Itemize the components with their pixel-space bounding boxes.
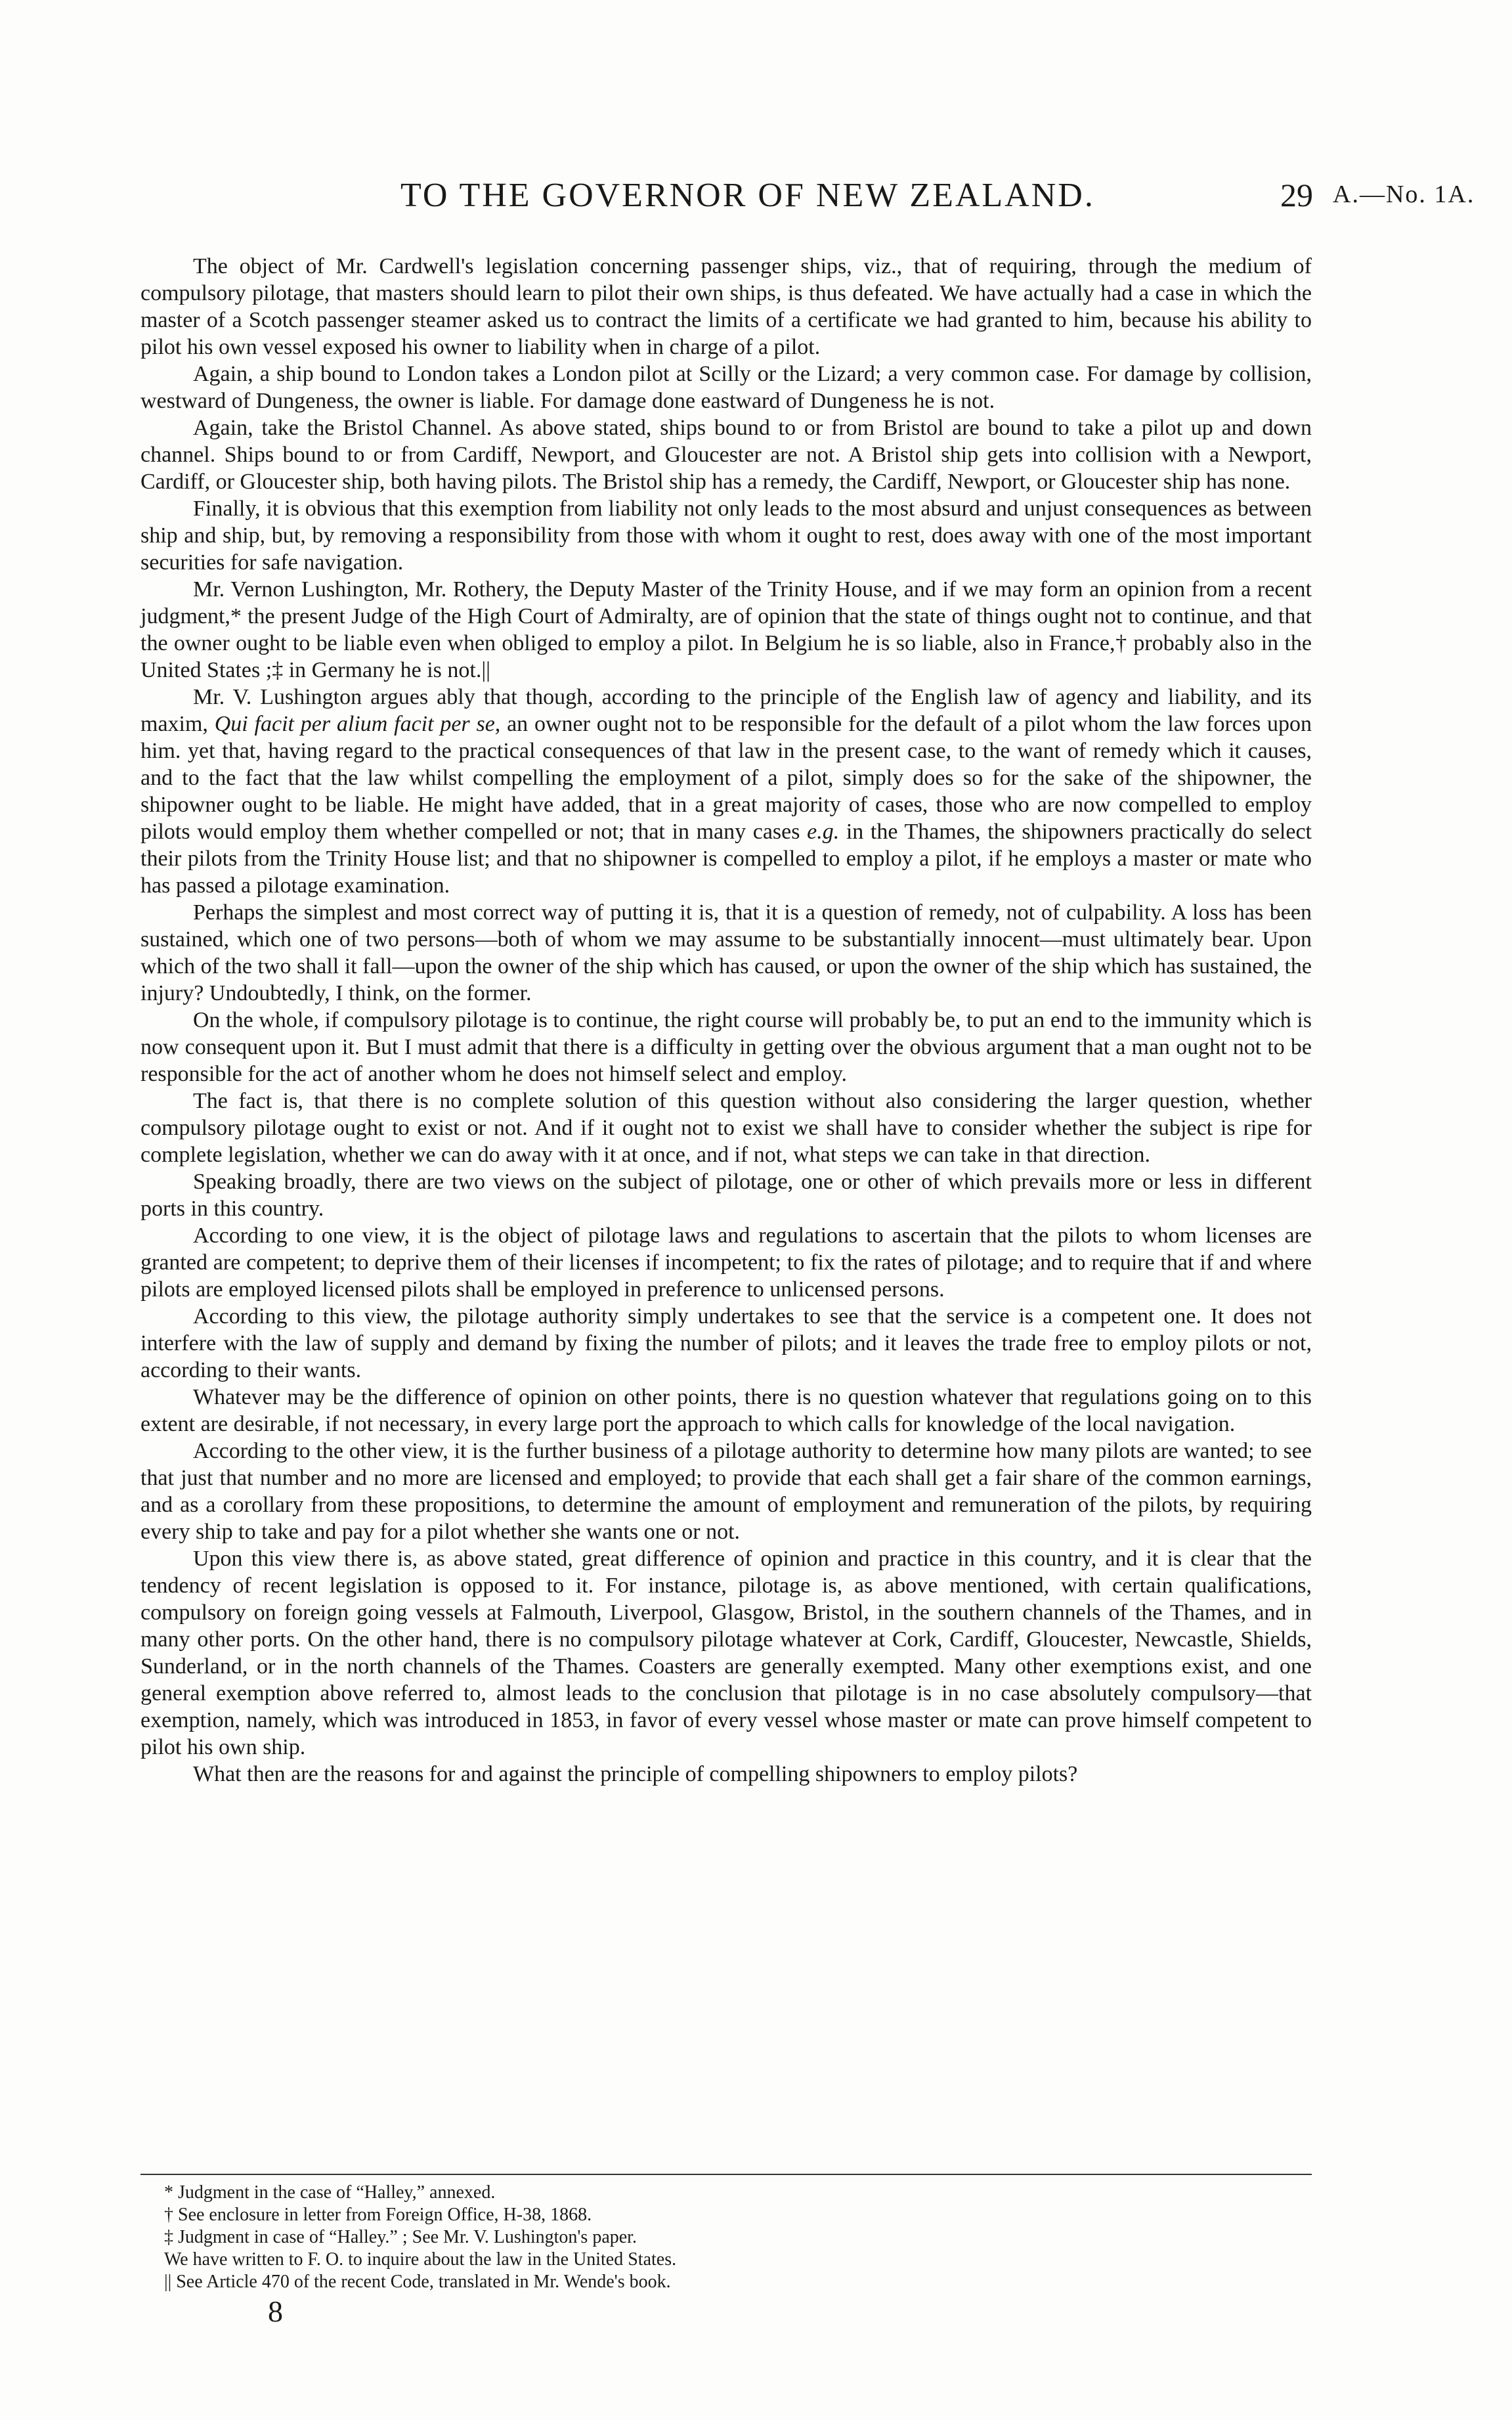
footnote: * Judgment in the case of “Halley,” annexed.: [164, 2182, 496, 2203]
abbreviation-eg: e.g.: [807, 820, 840, 844]
paragraph: Again, a ship bound to London takes a London pilot at Scilly or the Lizard; a very common case. For damage by collision, westward of Dungeness, the owner is liable. For damage done eastward of Dungeness he is not.: [140, 362, 1312, 413]
footnotes: [164, 2182, 1280, 2293]
text-run: in the Thames, the shipowners practically do select their pilots from the Trinity House list; and that no shipowner is compelled to employ a pilot, if he employs a master or mate who has passed a pilotage examination.: [140, 820, 1312, 898]
paper-reference: A.—No. 1A.: [1333, 181, 1475, 208]
footnote-rule: [140, 2174, 1312, 2175]
paragraph: Mr. Vernon Lushington, Mr. Rothery, the Deputy Master of the Trinity House, and if we may form an opinion from a recent judgment,* the present Judge of the High Court of Admiralty, are of opinion that the state of things ought not to continue, and that the owner ought to be liable even when obliged to employ a pilot. In Belgium he is so liable, also in France,† probably also in the United States ;‡ in Germany he is not.||: [140, 577, 1312, 682]
paragraph: Whatever may be the difference of opinion on other points, there is no question whatever that regulations going on to this extent are desirable, if not necessary, in every large port the approach to which calls for knowledge of the local navigation.: [140, 1385, 1312, 1436]
paragraph: The fact is, that there is no complete solution of this question without also considering the larger question, whether compulsory pilotage ought to exist or not. And if it ought not to exist we shall have to consider whether the subject is ripe for complete legislation, whether we can do away with it at once, and if not, what steps we can take in that direction.: [140, 1089, 1312, 1167]
signature-mark: 8: [268, 2295, 283, 2328]
paragraph: According to the other view, it is the further business of a pilotage authority to determine how many pilots are wanted; to see that just that number and no more are licensed and employed; to provide that each shall get a fair share of the common earnings, and as a corollary from these propositions, to determine the amount of employment and remuneration of the pilots, by requiring every ship to take and pay for a pilot whether she wants one or not.: [140, 1439, 1312, 1544]
paragraph: On the whole, if compulsory pilotage is to continue, the right course will probably be, to put an end to the immunity which is now consequent upon it. But I must admit that there is a difficulty in getting over the obvious argument that a man ought not to be responsible for the act of another whom he does not himself select and employ.: [140, 1008, 1312, 1086]
footnote: † See enclosure in letter from Foreign Office, H-38, 1868.: [164, 2205, 592, 2225]
page-number: 29: [1280, 177, 1313, 213]
paragraph: Perhaps the simplest and most correct way of putting it is, that it is a question of remedy, not of culpability. A loss has been sustained, which one of two persons—both of whom we may assume to be substantially innocent—must ultimately bear. Upon which of the two shall it fall—upon the owner of the ship which has caused, or upon the owner of the ship which has sustained, the injury? Undoubtedly, I think, on the former.: [140, 900, 1312, 1005]
paragraph: Again, take the Bristol Channel. As above stated, ships bound to or from Bristol are bound to take a pilot up and down channel. Ships bound to or from Cardiff, Newport, and Gloucester are not. A Bristol ship gets into collision with a Newport, Cardiff, or Gloucester ship, both having pilots. The Bristol ship has a remedy, the Cardiff, Newport, or Gloucester ship has none.: [140, 416, 1312, 494]
paragraph: Speaking broadly, there are two views on the subject of pilotage, one or other of which prevails more or less in different ports in this country.: [140, 1170, 1312, 1221]
paragraph: According to one view, it is the object of pilotage laws and regulations to ascertain that the pilots to whom licenses are granted are competent; to deprive them of their licenses if incompetent; to fix the rates of pilotage; and to require that if and where pilots are employed licensed pilots shall be employed in preference to unlicensed persons.: [140, 1223, 1312, 1302]
paragraph: Upon this view there is, as above stated, great difference of opinion and practice in this country, and it is clear that the tendency of recent legislation is opposed to it. For instance, pilotage is, as above mentioned, with certain qualifications, compulsory on foreign going vessels at Falmouth, Liverpool, Glasgow, Bristol, in the southern channels of the Thames, and in many other ports. On the other hand, there is no compulsory pilotage whatever at Cork, Cardiff, Gloucester, Newcastle, Shields, Sunderland, or in the north channels of the Thames. Coasters are generally exempted. Many other exemptions exist, and one general exemption above referred to, almost leads to the conclusion that pilotage is in no case absolutely compulsory—that exemption, namely, which was introduced in 1853, in favor of every vessel whose master or mate can prove himself competent to pilot his own ship.: [140, 1547, 1312, 1759]
text-run: Mr. V. Lushington argues ably that though, according to the principle of the English law of agency and liability, and its maxim,: [140, 685, 1312, 736]
latin-maxim: Qui facit per alium facit per se,: [214, 712, 501, 736]
footnote: We have written to F. O. to inquire about the law in the United States.: [164, 2249, 677, 2270]
text-run: an owner ought not to be responsible for the default of a pilot whom the law forces upon him. yet that, having regard to the practical consequences of that law in the present case, to the want of remedy which it causes, and to the fact that the law whilst compelling the employment of a pilot, simply does so for the sake of the shipowner, the shipowner ought to be liable. He might have added, that in a great majority of cases, those who are now compelled to employ pilots would employ them whether compelled or not; that in many cases: [140, 712, 1312, 844]
body-text: [140, 253, 1312, 1788]
footnote: ‡ Judgment in case of “Halley.” ; See Mr. V. Lushington's paper.: [164, 2227, 637, 2247]
paragraph: Finally, it is obvious that this exemption from liability not only leads to the most absurd and unjust consequences as between ship and ship, but, by removing a responsibility from those with whom it ought to rest, does away with one of the most important securities for safe navigation.: [140, 496, 1312, 575]
page-header: [0, 176, 1512, 229]
footnote: || See Article 470 of the recent Code, translated in Mr. Wende's book.: [164, 2272, 671, 2292]
paragraph-lushington: [140, 684, 1312, 899]
paragraph: What then are the reasons for and against the principle of compelling shipowners to employ pilots?: [193, 1762, 1078, 1786]
paragraph: The object of Mr. Cardwell's legislation concerning passenger ships, viz., that of requiring, through the medium of compulsory pilotage, that masters should learn to pilot their own ships, is thus defeated. We have actually had a case in which the master of a Scotch passenger steamer asked us to contract the limits of a certificate we had granted to him, because his ability to pilot his own vessel exposed his owner to liability when in charge of a pilot.: [140, 254, 1312, 359]
paragraph: According to this view, the pilotage authority simply undertakes to see that the service is a competent one. It does not interfere with the law of supply and demand by fixing the number of pilots; and it leaves the trade free to employ pilots or not, according to their wants.: [140, 1304, 1312, 1382]
running-title: TO THE GOVERNOR OF NEW ZEALAND.: [400, 177, 1095, 214]
